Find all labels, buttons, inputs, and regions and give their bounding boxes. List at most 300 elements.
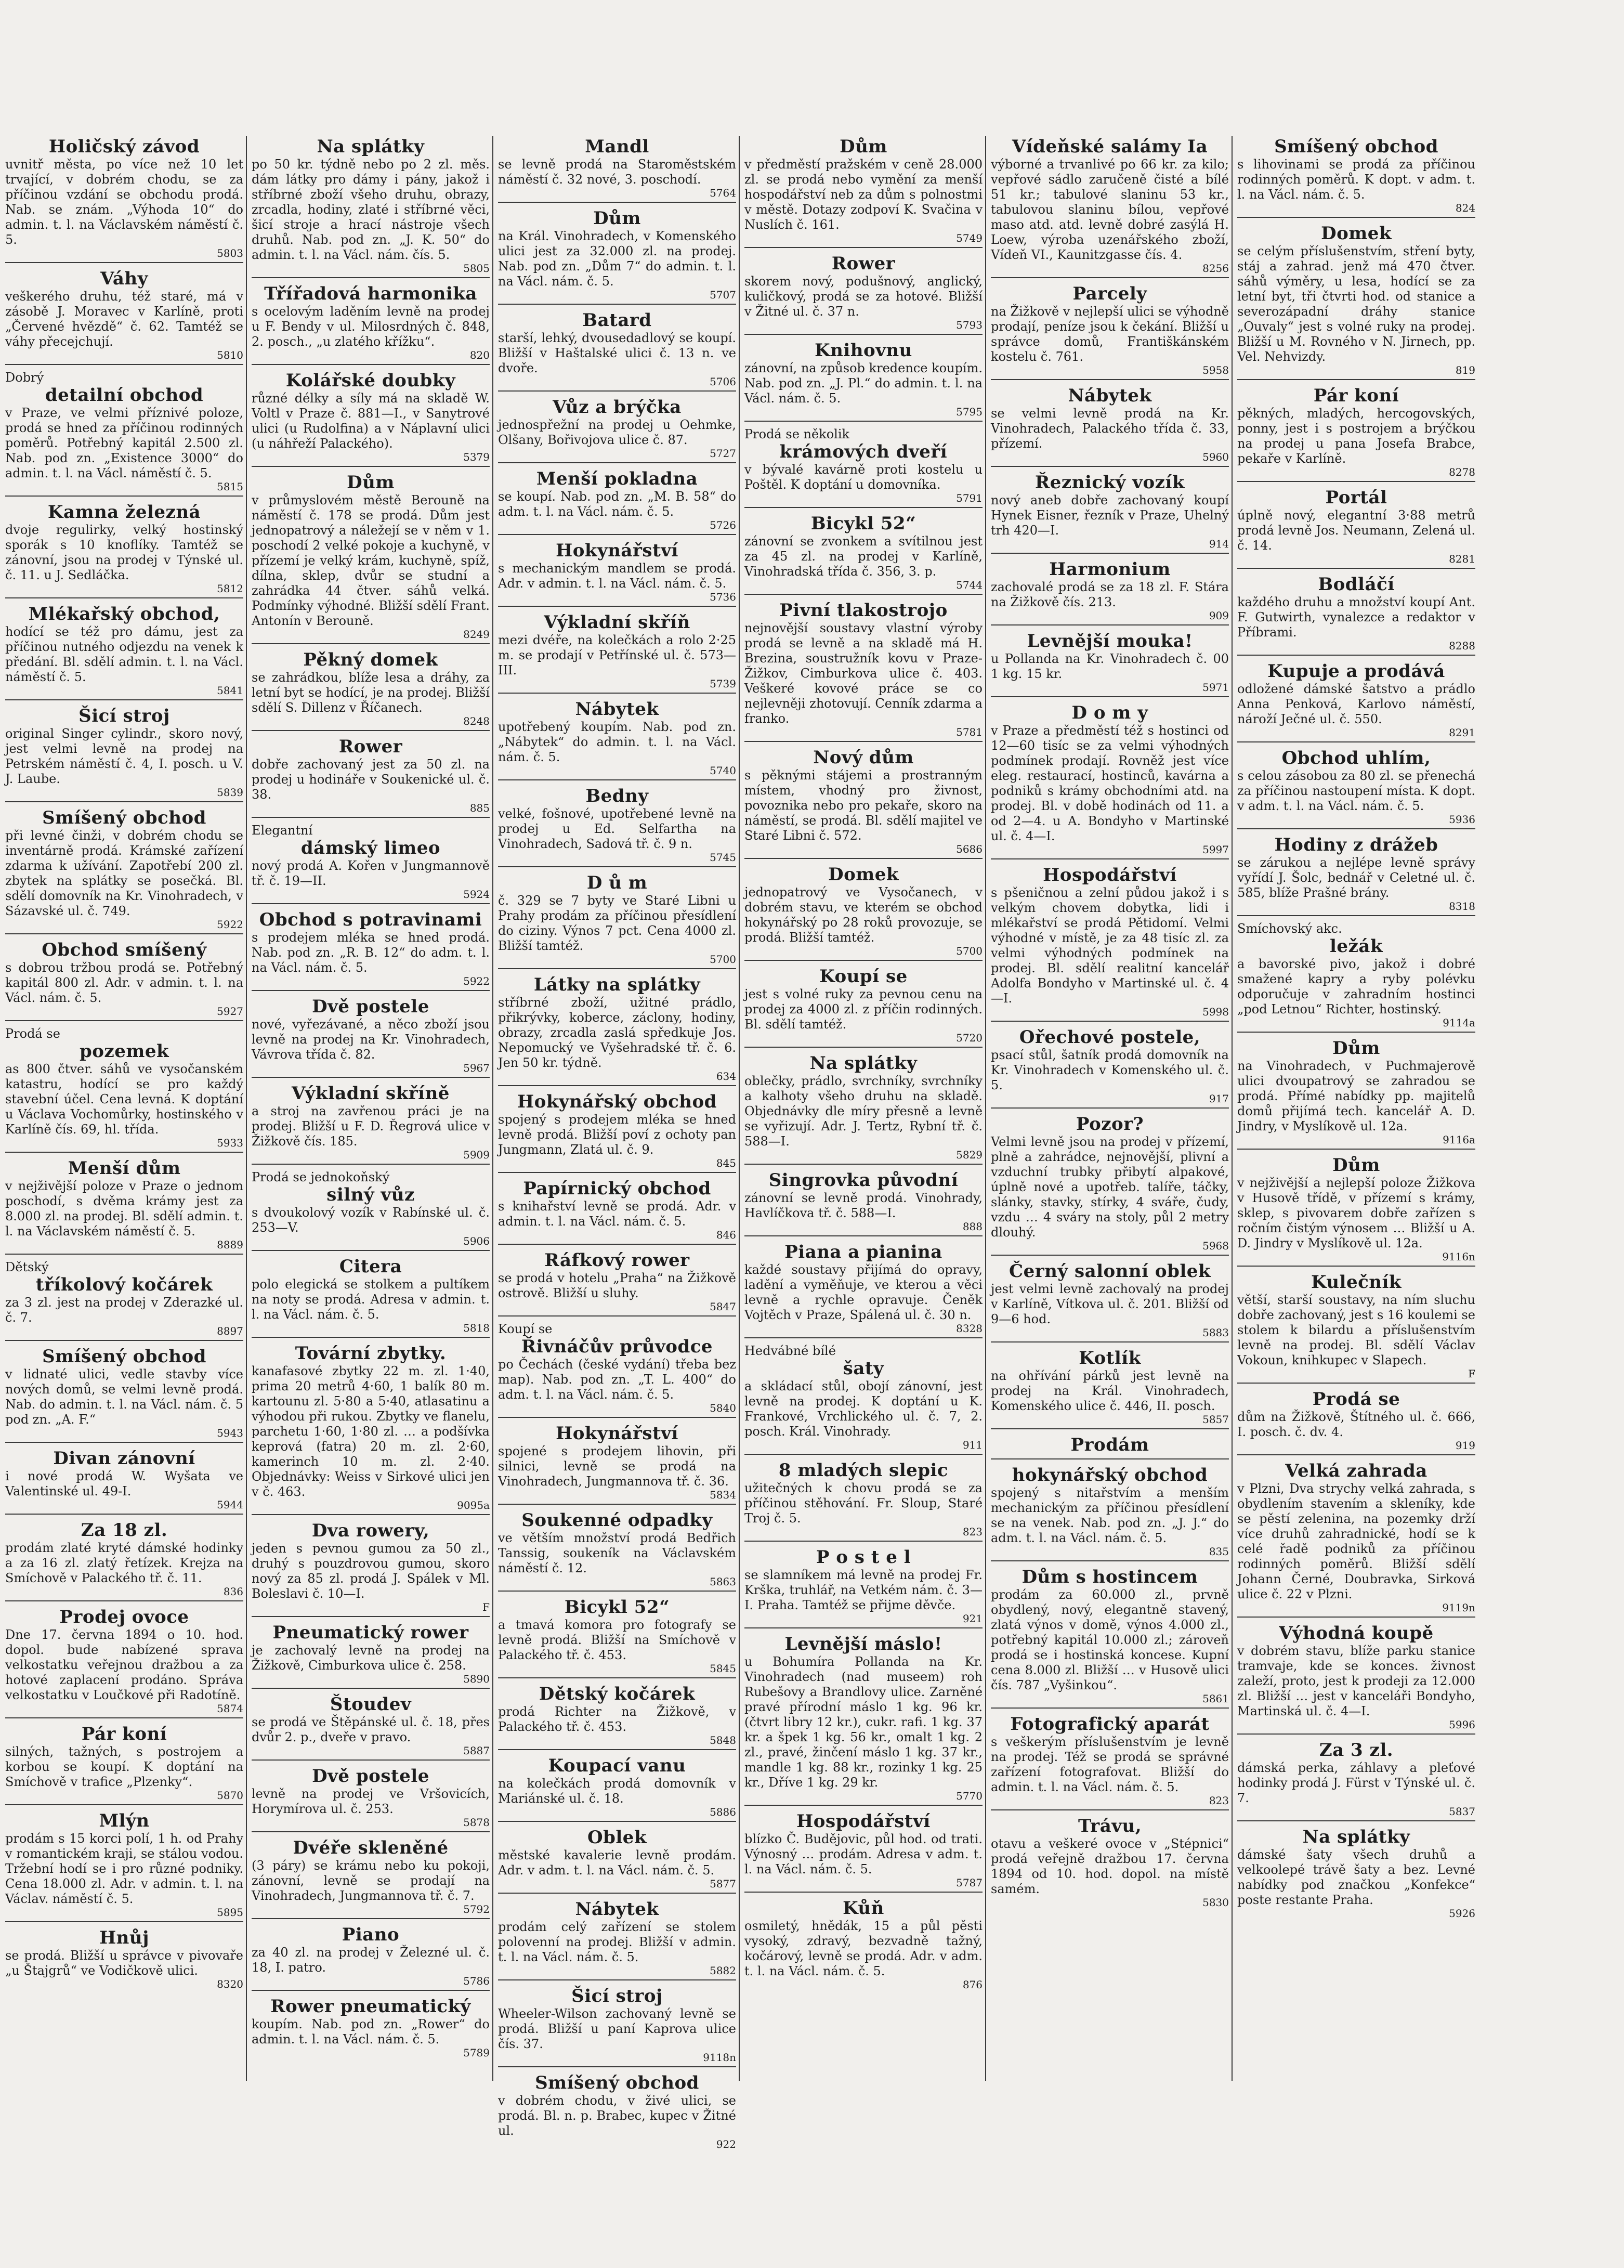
ad-number: 8320	[217, 1978, 243, 1990]
ad-body: Dne 17. června 1894 o 10. hod. dopol. bude nabízené sprava velkostatku veřejnou dražbou a za hotové zaplacení prodáno. Správa velkostatku v Loučkové při Radotíně.	[5, 1627, 243, 1702]
ad-number: 835	[1209, 1545, 1229, 1558]
ad-number: 8278	[1449, 466, 1475, 478]
classified-ad	[5, 136, 243, 263]
ad-body: se zárukou a nejlépe levně správy vyřídí J. Šolc, bednář v Celetné ul. č. 585, blíže Prašné brány.	[1237, 855, 1475, 900]
ad-heading: Dva rowery,	[311, 1520, 430, 1541]
ad-heading: Knihovnu	[815, 340, 912, 361]
ad-body: s ocelovým laděním levně na prodej u F. Bendy v ul. Milosrdných č. 848, 2. posch., „u zlatého křížku“.	[252, 304, 490, 349]
ad-number: 8288	[1449, 640, 1475, 652]
ad-number: 5815	[217, 480, 243, 493]
ad-number: 5922	[463, 975, 490, 987]
classified-ad	[252, 1837, 490, 1919]
ad-number: 5686	[956, 843, 983, 855]
ad-heading: Domek	[1321, 223, 1392, 244]
classified-ad	[498, 540, 736, 607]
ad-heading: D ů m	[586, 872, 648, 893]
ad-body: s knihařství levně se prodá. Adr. v admin. t. l. na Václ. nám. č. 5.	[498, 1199, 736, 1229]
ad-heading: Třířadová harmonika	[264, 283, 477, 304]
classified-ad	[252, 472, 490, 644]
ad-number: 5749	[956, 232, 983, 244]
ad-heading: silný vůz	[326, 1184, 415, 1205]
ad-number: 5943	[217, 1427, 243, 1439]
ad-body: dobře zachovaný jest za 50 zl. na prodej u hodináře v Soukenické ul. č. 38.	[252, 757, 490, 802]
classified-ad	[991, 136, 1229, 278]
ad-heading: Obchod uhlím,	[1281, 748, 1431, 768]
classified-ad	[991, 1465, 1229, 1561]
ad-number: 5998	[1202, 1006, 1229, 1018]
ad-body: hodící se též pro dámu, jest za příčinou nutného odjezdu na venek k předání. Bl. sdělí admin. t. l. na Václ. náměstí č. 5.	[5, 624, 243, 684]
classified-ad	[991, 1027, 1229, 1109]
ad-number: 823	[962, 1526, 983, 1538]
ad-heading: Bedny	[585, 786, 649, 806]
ad-heading: Prodám	[1070, 1435, 1149, 1455]
ad-heading: Domek	[828, 864, 899, 885]
ad-number: 5841	[217, 684, 243, 697]
ad-number: 5883	[1202, 1326, 1229, 1339]
ad-heading: detailní obchod	[45, 385, 204, 406]
classified-ad	[252, 370, 490, 467]
classified-ad	[5, 370, 243, 497]
classified-ad	[252, 909, 490, 991]
ad-number: 5726	[710, 519, 736, 531]
ad-heading: Mandl	[585, 136, 649, 157]
ad-heading: Výkladní skříně	[292, 1083, 450, 1104]
classified-ad	[991, 1435, 1229, 1459]
classified-ad	[1237, 1272, 1475, 1384]
classified-ad	[5, 807, 243, 934]
ad-body: se prodá. Bližší u správce v pivovaře „u Štajgrů“ ve Vodičkově ulici.	[5, 1948, 243, 1978]
ad-body: větší, starší soustavy, na ním sluchu dobře zachovaný, jest s 16 koulemi se stolem k bilardu a příslušenstvím levně na prodej. Bl. sdělí Václav Vokoun, knihkupec v Slapech.	[1237, 1293, 1475, 1367]
classified-ad	[252, 1256, 490, 1338]
ad-heading: Smíšený obchod	[42, 1346, 206, 1367]
ad-body: levně na prodej ve Vršovicích, Horymírova ul. č. 253.	[252, 1787, 490, 1816]
ad-body: pěkných, mladých, hercogovských, ponny, jest i s postrojem a brýčkou na prodej u pana Josefa Brabce, pekaře v Karlíně.	[1237, 406, 1475, 466]
classified-ad	[498, 872, 736, 969]
classified-ad	[252, 1766, 490, 1832]
classified-ad	[252, 996, 490, 1078]
ad-column	[744, 136, 983, 2081]
ad-number: 824	[1455, 202, 1475, 214]
classified-ad	[1237, 1155, 1475, 1267]
classified-ad	[252, 823, 490, 904]
classified-ad	[1237, 661, 1475, 742]
ad-number: 9114a	[1443, 1016, 1475, 1029]
ad-body: uvnitř města, po více než 10 let trvající, v dobrém chodu, se za příčinou vzdání se obchodu prodá. Nab. se znám. „Výhoda 10“ do admin. t. l. na Václavském náměstí č. 5.	[5, 157, 243, 247]
ad-body: spojený s nitařstvím a menším mechanickým za příčinou přesídlení se na venek. Nab. pod zn. „J. J.“ do adm. t. l. na Václ. nám. č. 5.	[991, 1485, 1229, 1545]
ad-body: a stroj na zavřenou práci je na prodej. Bližší u F. D. Řegrová ulice v Žižkově čís. 185.	[252, 1104, 490, 1149]
ad-heading: Na splátky	[1302, 1827, 1410, 1847]
ad-body: se prodá ve Štěpánské ul. č. 18, přes dvůr 2. p., dveře v pravo.	[252, 1715, 490, 1744]
ad-number: 5882	[710, 1964, 736, 1977]
ad-heading: Harmonium	[1049, 559, 1171, 580]
ad-number: 5789	[463, 2047, 490, 2059]
ad-heading: Velká zahrada	[1285, 1461, 1427, 1481]
ad-body: se velmi levně prodá na Kr. Vinohradech, Palackého třída č. 33, přízemí.	[991, 406, 1229, 451]
ad-number: 5847	[710, 1300, 736, 1313]
ad-number: 5707	[710, 289, 736, 301]
ad-number: 846	[716, 1229, 736, 1241]
ad-body: silných, tažných, s postrojem a korbou se koupí. K doptání na Smíchově v trafice „Plzenky“.	[5, 1744, 243, 1789]
ad-column	[1237, 136, 1475, 2081]
classified-ad	[1237, 835, 1475, 916]
ad-number: 5720	[956, 1032, 983, 1044]
ad-number: 845	[716, 1157, 736, 1169]
classified-ad	[1237, 385, 1475, 482]
ad-number: 5944	[217, 1498, 243, 1511]
ad-body: v nejživější poloze v Praze o jednom poschodí, s dvěma krámy jest za 8.000 zl. na prodej. Bl. sdělí admin. t. l. na Václavském náměstí č. 5.	[5, 1179, 243, 1239]
ad-number: 8248	[463, 715, 490, 727]
ad-body: s lihovinami se prodá za příčinou rodinných poměrů. K dopt. v adm. t. l. na Václ. nám. č. 5.	[1237, 157, 1475, 202]
ad-number: 5793	[956, 319, 983, 331]
ad-number: 5922	[217, 918, 243, 931]
classified-ad	[252, 1924, 490, 1991]
classified-ad	[5, 1448, 243, 1515]
ad-heading: Hokynářský obchod	[517, 1091, 717, 1112]
classified-ad	[498, 1178, 736, 1245]
ad-heading: Nový dům	[813, 747, 914, 768]
ad-body: blízko Č. Budějovic, půl hod. od trati. Výnosný … prodám. Adresa v adm. t. l. na Václ. nám. č. 5.	[744, 1832, 983, 1876]
ad-number: 5926	[1449, 1907, 1475, 1920]
classified-ad	[991, 1567, 1229, 1709]
classified-ad	[744, 1634, 983, 1806]
ad-body: každé soustavy přijímá do opravy, ladění a vyměňuje, ve kterou a věci levně a rychle opravuje. Čeněk Vojtěch v Praze, Spálená ul. č. 30 n.	[744, 1262, 983, 1322]
classified-ad	[252, 649, 490, 731]
ad-body: na Žižkově v nejlepší ulici se výhodně prodají, peníze jsou k čekání. Bližší u správce domů, Františkánském kostelu č. 761.	[991, 304, 1229, 364]
ad-body: na ohřívání párků jest levně na prodej na Král. Vinohradech, Komenského ulice č. 446, II. posch.	[991, 1368, 1229, 1413]
ad-heading: Kamna železná	[47, 502, 201, 523]
ad-number: 9116n	[1442, 1250, 1475, 1263]
ad-heading: Kůň	[843, 1898, 884, 1919]
ad-heading: Ořechové postele,	[1019, 1027, 1201, 1048]
ad-heading: Soukenné odpadky	[521, 1510, 713, 1531]
classified-ad	[744, 1460, 983, 1542]
ad-heading: Výkladní skříň	[544, 612, 690, 633]
ad-body: koupím. Nab. pod zn. „Rower“ do admin. t. l. na Václ. nám. č. 5.	[252, 2017, 490, 2047]
ad-heading: Piano	[342, 1924, 400, 1945]
ad-number: 5837	[1449, 1805, 1475, 1818]
classified-ad	[498, 1322, 736, 1418]
ad-body: oblečky, prádlo, svrchníky, svrchníky a kalhoty všeho druhu na skladě. Objednávky dle míry přesně a levně se vyřizují. Adr. J. Tertz, Rybní tř. č. 588—I.	[744, 1074, 983, 1149]
ad-body: s pšeničnou a zelní půdou jakož i s velkým chovem dobytka, lidi i mlékařství se prodá Pětidomí. Velmi výhodné v místě, je za 48 tisíc zl. za velmi výhodných podmínek na prodej. Bl. sdělí realitní kancelář Adolfa Bondyho v Martinské ul. č. 4—I.	[991, 885, 1229, 1006]
classified-ad	[991, 1261, 1229, 1342]
ad-heading: Batard	[582, 310, 652, 331]
ad-body: s celou zásobou za 80 zl. se přenechá za příčinou nastoupení místa. K dopt. v adm. t. l. na Václ. nám. č. 5.	[1237, 768, 1475, 813]
ad-body: (3 páry) se krámu nebo ku pokoji, zánovní, levně se prodají na Vinohradech, Jungmannova tř. č. 7.	[252, 1858, 490, 1903]
ad-number: 5861	[1202, 1692, 1229, 1705]
ad-body: jednospřežní na prodej u Oehmke, Olšany, Bořivojova ulice č. 87.	[498, 418, 736, 447]
ad-heading: Holičský závod	[48, 136, 200, 157]
ad-heading: Bicykl 52“	[810, 513, 916, 534]
ad-heading: Parcely	[1072, 283, 1147, 304]
ad-number: 5744	[956, 579, 983, 591]
ad-heading: Dvě postele	[312, 996, 429, 1017]
ad-number: 5740	[710, 764, 736, 777]
classified-ad	[744, 600, 983, 742]
ad-body: velké, fošnové, upotřebené levně na prodej u Ed. Selfartha na Vinohradech, Sadová tř. č. 9 n.	[498, 806, 736, 851]
classified-ad	[1237, 574, 1475, 656]
ad-heading: Dům	[347, 472, 395, 493]
ad-body: starší, lehký, dvousedadlový se koupí. Bližší v Haštalské ulici č. 13 n. ve dvoře.	[498, 331, 736, 375]
ad-number: 5706	[710, 375, 736, 388]
ad-heading: Dům s hostincem	[1021, 1567, 1198, 1587]
ad-heading: Hodiny z drážeb	[1274, 835, 1438, 855]
ad-body: prodám s 15 korci polí, 1 h. od Prahy v romantickém kraji, se stálou vodou. Tržební hodí se i pro různé podniky. Cena 18.000 zl. Adr. v admin. t. l. na Václav. náměstí č. 5.	[5, 1831, 243, 1906]
classified-ad	[991, 1816, 1229, 1911]
classified-ad	[1237, 1623, 1475, 1735]
classified-ad	[252, 1520, 490, 1617]
ad-body: zachovalé prodá se za 18 zl. F. Stára na Žižkově čís. 213.	[991, 580, 1229, 609]
ad-number: 5829	[956, 1149, 983, 1161]
ad-body: různé délky a síly má na skladě W. Voltl v Praze č. 881—I., v Sanytrové ulici (u Rudolfina) a v Náplavní ulici (u náhřeží Palackého).	[252, 391, 490, 451]
ad-number: 914	[1209, 538, 1229, 550]
ad-number: 5791	[956, 492, 983, 504]
ad-number: 888	[962, 1220, 983, 1233]
ad-number: 885	[469, 802, 490, 814]
ad-body: se levně prodá na Staroměstském náměstí č. 32 nové, 3. poschodí.	[498, 157, 736, 187]
ad-body: osmiletý, hnědák, 15 a půl pěsti vysoký, zdravý, bezvadně tažný, kočárový, levně se prodá. Adr. v adm. t. l. na Václ. nám. č. 5.	[744, 1919, 983, 1978]
ad-body: kanafasové zbytky 22 m. zl. 1·40, prima 20 metrů 4·60, 1 balík 80 m. kartounu zl. 5·80 a 5·40, atlasatinu a výhodou při rukou. Zbytky ve flanelu, parchetu 1·60, 1·80 zl. … a podšívka keprová (fatra) 20 m. zl. 2·60, kamerinch 10 m. zl. 2·40. Objednávky: Weiss v Sirkové ulici jen v č. 463.	[252, 1364, 490, 1499]
ad-number: 5845	[710, 1662, 736, 1675]
ad-body: se zahrádkou, blíže lesa a dráhy, za letní byt se hodící, je na prodej. Bližší sdělí S. Dillenz v Říčanech.	[252, 670, 490, 715]
ad-number: 836	[223, 1585, 243, 1598]
ad-number: 5927	[217, 1005, 243, 1018]
ad-body: nový aneb dobře zachovaný koupí Hynek Eisner, řezník v Praze, Uhelný trh 420—I.	[991, 493, 1229, 538]
classified-ad	[498, 1827, 736, 1894]
ad-number: 5857	[1202, 1413, 1229, 1426]
classified-ad	[498, 786, 736, 867]
ad-body: je zachovalý levně na prodej na Žižkově, Cimburkova ulice č. 258.	[252, 1643, 490, 1673]
ad-heading: Vůz a brýčka	[553, 397, 682, 418]
ad-number: 8256	[1202, 262, 1229, 275]
classified-ad	[1237, 1038, 1475, 1150]
ad-number: 922	[716, 2138, 736, 2150]
ad-heading: Vídeňské salámy Ia	[1012, 136, 1208, 157]
ad-number: 5840	[710, 1402, 736, 1414]
ad-heading: Řivnáčův průvodce	[521, 1336, 713, 1357]
ad-body: jednopatrový ve Vysočanech, v dobrém stavu, ve kterém se obchod hokynářský po 28 roků provozuje, se prodá. Bližší tamtéž.	[744, 885, 983, 945]
classified-ad	[744, 1547, 983, 1628]
classified-ad	[498, 1091, 736, 1173]
ad-body: v nejživější a nejlepší poloze Žižkova v Husově třídě, v přízemí s krámy, sklep, s pivovarem dobře zařízen s ročním čistým výnosem … Bližší u A. D. Jindry v Myslíkově ul. 12a.	[1237, 1176, 1475, 1250]
ad-number: 5770	[956, 1790, 983, 1802]
ad-column	[252, 136, 490, 2081]
classified-ad	[744, 1344, 983, 1455]
ad-heading: Obchod s potravinami	[259, 909, 482, 930]
ad-heading: Hospodářství	[1043, 865, 1177, 885]
ad-body: upotřebený koupím. Nab. pod zn. „Nábytek“ do admin. t. l. na Václ. nám. č. 5.	[498, 720, 736, 764]
classified-ad	[252, 1343, 490, 1515]
ad-body: zánovní se zvonkem a svítilnou jest za 45 zl. na prodej v Karlíně, Vinohradská třída č. 356, 3. p.	[744, 534, 983, 579]
ad-heading: Citera	[339, 1256, 402, 1277]
ad-number: 5736	[710, 591, 736, 603]
ad-heading: Bicykl 52“	[564, 1597, 670, 1618]
ad-heading: Dům	[1332, 1155, 1380, 1176]
classified-ad	[744, 1898, 983, 1993]
ad-body: a skládací stůl, obojí zánovní, jest levně na prodej. K doptání u K. Frankové, Vrchlického ul. č. 7, 2. posch. Král. Vinohrady.	[744, 1379, 983, 1439]
column-rule	[492, 136, 493, 2081]
ad-body: se koupí. Nab. pod zn. „M. B. 58“ do adm. t. l. na Václ. nám. č. 5.	[498, 489, 736, 519]
ad-number: 820	[469, 349, 490, 361]
classified-ad	[252, 1694, 490, 1761]
ad-body: v lidnaté ulici, vedle stavby více nových domů, se velmi levně prodá. Nab. do admin. t. l. na Václ. nám. č. 5 pod zn. „A. F.“	[5, 1367, 243, 1427]
classified-ad	[991, 1114, 1229, 1256]
ad-number: 8328	[956, 1322, 983, 1335]
classified-ad	[498, 1597, 736, 1678]
ad-number: F	[1468, 1367, 1475, 1380]
ad-heading: Fotografický aparát	[1010, 1714, 1210, 1735]
ad-heading: Hnůj	[99, 1927, 149, 1948]
ad-body: v Praze a předměstí též s hostinci od 12—60 tisíc se za velmi výhodných podmínek prodají. Rovněž jest více eleg. restaurací, hostinců, kavárna a podniků s krámy obchodními atd. na prodej. Bl. v době hodinách od 11. a od 2—4. u A. Bondyho v Martinské ul. č. 4—I.	[991, 723, 1229, 843]
ad-heading: Rower pneumatický	[270, 1996, 471, 2017]
classified-ad	[498, 1755, 736, 1822]
ad-body: v Plzni, Dva strychy velká zahrada, s obydlením stavením a skleníky, kde se pěstí zelenina, na pozemky drží více druhů zahradnické, hodí se k celé řadě podniků za příčinou rodinných poměrů. Bližší sdělí Johann Černé, Doubravka, Sirková ulice č. 22 v Plzni.	[1237, 1481, 1475, 1601]
ad-number: 5818	[463, 1322, 490, 1334]
ad-column	[498, 136, 736, 2150]
classified-ad	[498, 397, 736, 463]
classified-ad	[498, 136, 736, 203]
ad-body: dámské šaty všech druhů a velkoolepé trávě šaty a bez. Levné nabídky pod značkou „Konfekce“ poste restante Praha.	[1237, 1847, 1475, 1907]
classified-ad	[1237, 1461, 1475, 1618]
ad-body: každého druhu a množství koupí Ant. F. Gutwirth, vynalezce a redaktor v Příbrami.	[1237, 595, 1475, 640]
ad-heading: Nábytek	[575, 699, 659, 720]
ad-body: užitečných k chovu prodá se za příčinou stěhování. Fr. Sloup, Staré Troj č. 5.	[744, 1481, 983, 1526]
ad-number: 5971	[1202, 681, 1229, 694]
ad-body: i nové prodá W. Wyšata ve Valentinské ul. 49-I.	[5, 1469, 243, 1498]
ad-body: s prodejem mléka se hned prodá. Nab. pod zn. „R. B. 12“ do adm. t. l. na Václ. nám. č. 5.	[252, 930, 490, 975]
ad-number: 919	[1455, 1439, 1475, 1452]
ad-heading: Hospodářství	[796, 1811, 931, 1832]
ad-number: 9116a	[1443, 1133, 1475, 1146]
ad-heading: Smíšený obchod	[535, 2073, 699, 2093]
ad-number: 5781	[956, 726, 983, 738]
ad-heading: hokynářský obchod	[1012, 1465, 1208, 1485]
ad-label: Koupí se	[498, 1322, 553, 1336]
ad-body: v předměstí pražském v ceně 28.000 zl. se prodá nebo vymění za menší hospodářství neb za dům s polnostmi v městě. Dotazy zodpoví K. Svačina v Nuslích č. 161.	[744, 157, 983, 232]
ad-heading: Smíšený obchod	[1274, 136, 1438, 157]
ad-heading: ležák	[1330, 936, 1383, 957]
ad-number: 9119n	[1442, 1601, 1475, 1614]
ad-body: veškerého druhu, též staré, má v zásobě J. Moravec v Karlíně, proti „Červené hvězdě“ č. 62. Tamtéž se váhy přecejchují.	[5, 289, 243, 349]
ad-heading: Menší dům	[68, 1158, 181, 1179]
classified-ad	[1237, 1389, 1475, 1455]
ad-body: polo elegická se stolkem a pultíkem na noty se prodá. Adresa v admin. t. l. na Václ. nám. č. 5.	[252, 1277, 490, 1322]
classified-ad	[991, 865, 1229, 1022]
classified-ad	[991, 1714, 1229, 1810]
ad-number: 5870	[217, 1789, 243, 1802]
ad-label: Prodá se jednokoňský	[252, 1170, 390, 1184]
ad-heading: Bodláčí	[1318, 574, 1395, 595]
ad-heading: Oblek	[587, 1827, 647, 1848]
ad-heading: dámský limeo	[300, 838, 441, 858]
classified-ad	[252, 136, 490, 278]
classified-ad	[744, 1242, 983, 1338]
classified-ad	[498, 1250, 736, 1317]
ad-body: jest s volné ruky za pevnou cenu na prodej za 4000 zl. z příčin rodinných. Bl. sdělí tamtéž.	[744, 987, 983, 1032]
ad-heading: Pozor?	[1076, 1114, 1144, 1135]
classified-ad	[5, 1724, 243, 1805]
ad-heading: Kotlík	[1079, 1348, 1141, 1368]
ad-number: 917	[1209, 1092, 1229, 1105]
classified-ad	[5, 706, 243, 802]
classified-ad	[498, 468, 736, 535]
ad-number: 921	[962, 1612, 983, 1625]
ad-body: výborné a trvanlivé po 66 kr. za kilo; vepřové sádlo zaručeně čisté a bílé 51 kr.; tabulové slaninu 53 kr., tabulovou slaninu bílou, vepřové maso atd. atd. levně dobré zasýlá H. Loew, výroba uzenářského zboží, Vídeň VI., Kaunitzgasse čís. 4.	[991, 157, 1229, 262]
ad-number: 8281	[1449, 553, 1475, 565]
ad-heading: Za 3 zl.	[1319, 1740, 1394, 1761]
ad-heading: Dům	[593, 208, 641, 229]
ad-number: 5863	[710, 1575, 736, 1588]
ad-body: u Pollanda na Kr. Vinohradech č. 00 1 kg. 15 kr.	[991, 651, 1229, 681]
classified-ad	[744, 1811, 983, 1893]
classified-ad	[744, 1170, 983, 1236]
classified-ad	[5, 604, 243, 700]
ad-heading: Mlékařský obchod,	[28, 604, 220, 624]
ad-heading: Levnější máslo!	[784, 1634, 942, 1654]
ad-heading: Koupací vanu	[548, 1755, 686, 1776]
classified-ad	[1237, 1740, 1475, 1821]
ad-body: original Singer cylindr., skoro nový, jest velmi levně na prodej na Petrském náměstí č. 4, I. posch. u V. J. Laube.	[5, 726, 243, 786]
classified-ad	[498, 1899, 736, 1980]
ad-heading: Dům	[1332, 1038, 1380, 1059]
ad-number: 5878	[463, 1816, 490, 1829]
ad-heading: Mlýn	[99, 1810, 150, 1831]
ad-heading: tříkolový kočárek	[35, 1274, 213, 1295]
ad-heading: Papírnický obchod	[523, 1178, 711, 1199]
classified-ad	[1237, 1827, 1475, 1922]
ad-number: 5936	[1449, 813, 1475, 826]
classified-ad	[252, 1996, 490, 2062]
ad-heading: Šicí stroj	[78, 706, 170, 726]
classified-ad	[744, 864, 983, 961]
ad-heading: Černý salonní oblek	[1009, 1261, 1211, 1282]
ad-number: 5887	[463, 1744, 490, 1757]
ad-body: skorem nový, podušnový, anglický, kuličkový, prodá se za hotové. Bližší v Žitné ul. č. 37 n.	[744, 274, 983, 319]
ad-number: 5906	[463, 1235, 490, 1247]
ad-number: 5805	[463, 262, 490, 275]
classified-ad	[991, 283, 1229, 380]
ad-body: jest velmi levně zachovalý na prodej v Karlíně, Vítkova ul. č. 201. Bližší od 9—6 hod.	[991, 1282, 1229, 1326]
classified-ad	[498, 612, 736, 694]
ad-number: 5968	[1202, 1240, 1229, 1252]
ad-heading: Piana a pianina	[784, 1242, 942, 1262]
ad-heading: Za 18 zl.	[81, 1520, 168, 1541]
classified-ad	[498, 1986, 736, 2067]
ad-number: 5810	[217, 349, 243, 361]
ad-label: Prodá se	[5, 1026, 60, 1041]
ad-body: č. 329 se 7 byty ve Staré Libni u Prahy prodám za příčinou přesídlení do ciziny. Výnos 7 pct. Cena 4000 zl. Bližší tamtéž.	[498, 893, 736, 953]
ad-heading: Nábytek	[1068, 385, 1152, 406]
ad-label: Smíchovský akc.	[1237, 921, 1342, 936]
ad-body: městské kavalerie levně prodám. Adr. v adm. t. l. na Václ. nám. č. 5.	[498, 1848, 736, 1878]
classified-ad	[744, 427, 983, 508]
ad-number: 5909	[463, 1149, 490, 1161]
ad-body: v dobrém chodu, v živé ulici, se prodá. Bl. n. p. Brabec, kupec v Žitné ul.	[498, 2093, 736, 2138]
ad-body: na Král. Vinohradech, v Komenského ulici jest za 32.000 zl. na prodej. Nab. pod zn. „Dům 7“ do admin. t. l. na Václ. nám. č. 5.	[498, 229, 736, 289]
ad-heading: pozemek	[79, 1041, 169, 1062]
ad-body: se prodá v hotelu „Praha“ na Žižkově ostrově. Bližší u sluhy.	[498, 1271, 736, 1300]
ad-number: 5727	[710, 447, 736, 460]
ad-heading: Rower	[831, 253, 896, 274]
classified-ad	[5, 1810, 243, 1922]
ad-number: 5997	[1202, 843, 1229, 856]
ad-body: prodám celý zařízení se stolem polovenní na prodej. Bližší v admin. t. l. na Václ. nám. č. 5.	[498, 1920, 736, 1964]
ad-number: 9095a	[457, 1499, 490, 1511]
ad-body: dům na Žižkově, Štítného ul. č. 666, I. posch. č. dv. 4.	[1237, 1410, 1475, 1439]
ad-heading: krámových dveří	[779, 441, 948, 462]
ad-number: 5787	[956, 1876, 983, 1889]
ad-heading: 8 mladých slepic	[778, 1460, 949, 1481]
ad-number: 5890	[463, 1673, 490, 1685]
